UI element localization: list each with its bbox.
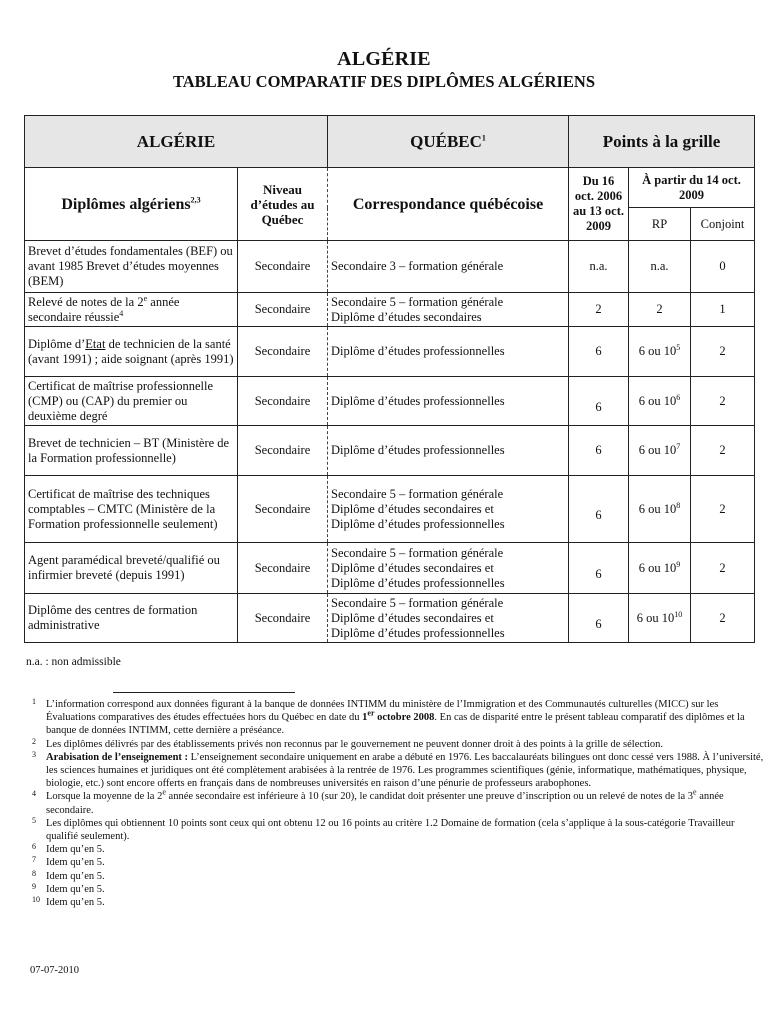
points-du16-cell: 6 (569, 476, 629, 543)
niveau-cell: Secondaire (238, 327, 328, 377)
header-points: Points à la grille (569, 116, 755, 168)
points-du16-cell: 6 (569, 426, 629, 476)
diplome-cell: Agent paramédical breveté/qualifié ou infirmier breveté (depuis 1991) (25, 543, 238, 594)
correspondance-cell: Secondaire 5 – formation générale Diplôme d’études secondaires et Diplôme d’études professionnelles (328, 476, 569, 543)
points-rp-cell: 2 (629, 293, 691, 327)
header-conjoint: Conjoint (691, 208, 755, 241)
diplome-cell: Diplôme des centres de formation administrative (25, 594, 238, 643)
niveau-cell: Secondaire (238, 543, 328, 594)
niveau-cell: Secondaire (238, 377, 328, 426)
points-rp-cell: n.a. (629, 241, 691, 293)
niveau-cell: Secondaire (238, 426, 328, 476)
table-row (25, 293, 755, 327)
correspondance-cell: Secondaire 5 – formation générale Diplôme d’études secondaires (328, 293, 569, 327)
header-diplomes: Diplômes algériens$^{2,3}$ (25, 168, 238, 241)
diplome-cell: Diplôme d’Etat de technicien de la santé (avant 1991) ; aide soignant (après 1991) (25, 327, 238, 377)
points-conjoint-cell: 2 (691, 594, 755, 643)
points-conjoint-cell: 0 (691, 241, 755, 293)
header-algerie: ALGÉRIE (25, 116, 328, 168)
points-du16-cell: 6 (569, 543, 629, 594)
table-row (25, 476, 755, 543)
header-correspondance: Correspondance québécoise (328, 168, 569, 241)
points-conjoint-cell: 1 (691, 293, 755, 327)
footnote-divider (113, 692, 295, 693)
diplome-cell: Certificat de maîtrise des techniques comptables – CMTC (Ministère de la Formation professionnelle seulement) (25, 476, 238, 543)
niveau-cell: Secondaire (238, 476, 328, 543)
footnote-6: 6 Idem qu’en 5. (32, 842, 105, 856)
points-du16-cell: 6 (569, 594, 629, 643)
diplome-cell: Relevé de notes de la 2e année secondaire réussie$^4$ (25, 293, 238, 327)
points-du16-cell: 6 (569, 327, 629, 377)
points-conjoint-cell: 2 (691, 543, 755, 594)
table-row (25, 327, 755, 377)
footnote-4: 4 Lorsque la moyenne de la 2e année secondaire est inférieure à 10 (sur 20), le candidat doit présenter une preuve d’inscription ou un relevé de notes de la 3e année secondaire. (32, 787, 724, 816)
table-header-row-2 (25, 168, 755, 208)
points-rp-cell: 6 ou $10^5$ (629, 327, 691, 377)
footnote-10: 10 Idem qu’en 5. (32, 895, 105, 909)
footnote-5: 5 Les diplômes qui obtiennent 10 points sont ceux qui ont obtenu 12 ou 16 points au critère 1.2 Domaine de formation (cela s’applique à la sous-catégorie Travailleur qualifié seulement). (32, 815, 735, 843)
correspondance-cell: Secondaire 5 – formation générale Diplôme d’études secondaires et Diplôme d’études professionnelles (328, 543, 569, 594)
points-rp-cell: 6 ou $10^7$ (629, 426, 691, 476)
header-rp: RP (629, 208, 691, 241)
footnote-1: 1 L’information correspond aux données figurant à la banque de données INTIMM du ministère de l’Immigration et des Communautés culturelles (MICC) sur les Évaluations comparatives des études effectuées hors du Québec en date du 1er octobre 2008. En cas de disparité entre le présent tableau comparatif des diplômes et la banque de données INTIMM, cette dernière a préséance. (32, 697, 745, 737)
points-conjoint-cell: 2 (691, 426, 755, 476)
table-row (25, 426, 755, 476)
correspondance-cell: Secondaire 5 – formation générale Diplôme d’études secondaires et Diplôme d’études professionnelles (328, 594, 569, 643)
points-conjoint-cell: 2 (691, 476, 755, 543)
table-row (25, 543, 755, 594)
correspondance-cell: Secondaire 3 – formation générale (328, 241, 569, 293)
points-rp-cell: 6 ou $10^{10}$ (629, 594, 691, 643)
diplome-cell: Brevet d’études fondamentales (BEF) ou avant 1985 Brevet d’études moyennes (BEM) (25, 241, 238, 293)
correspondance-cell: Diplôme d’études professionnelles (328, 426, 569, 476)
points-du16-cell: n.a. (569, 241, 629, 293)
diplome-cell: Certificat de maîtrise professionnelle (CMP) ou (CAP) du premier ou deuxième degré (25, 377, 238, 426)
table-row (25, 241, 755, 293)
footnotes (30, 698, 766, 909)
document-title: ALGÉRIE (337, 48, 431, 70)
diplome-cell: Brevet de technicien – BT (Ministère de la Formation professionnelle) (25, 426, 238, 476)
na-legend: n.a. : non admissible (26, 656, 121, 668)
points-conjoint-cell: 2 (691, 327, 755, 377)
header-quebec: QUÉBEC$^1$ (328, 116, 569, 168)
niveau-cell: Secondaire (238, 293, 328, 327)
niveau-cell: Secondaire (238, 241, 328, 293)
comparison-table (24, 115, 755, 643)
points-conjoint-cell: 2 (691, 377, 755, 426)
header-du16: Du 16 oct. 2006 au 13 oct. 2009 (569, 168, 629, 241)
points-du16-cell: 6 (569, 377, 629, 426)
niveau-cell: Secondaire (238, 594, 328, 643)
document-date: 07-07-2010 (30, 965, 79, 976)
points-du16-cell: 2 (569, 293, 629, 327)
correspondance-cell: Diplôme d’études professionnelles (328, 377, 569, 426)
footnote-3: 3 Arabisation de l’enseignement : L’enseignement secondaire uniquement en arabe a débuté en 1976. Les baccalauréats bilingues ont donc cessé vers 1988. À l’université, les sciences humaines et juridiques ont été complètement arabisées à la rentrée de 1976. Les programmes scientifiques (génie, informatique, mathématiques, physique, biologie, etc.) sont encore offerts en français dans de nombreuses universités en raison d’une pénurie de professeurs arabophones. (32, 749, 764, 790)
table-row (25, 594, 755, 643)
footnote-2: 2 Les diplômes délivrés par des établissements privés non reconnus par le gouvernement ne peuvent donner droit à des points à la grille de sélection. (32, 736, 663, 750)
footnote-9: 9 Idem qu’en 5. (32, 881, 105, 895)
footnote-7: 7 Idem qu’en 5. (32, 855, 105, 869)
table-header-row-1 (25, 116, 755, 168)
document-subtitle: TABLEAU COMPARATIF DES DIPLÔMES ALGÉRIENS (172, 72, 596, 91)
footnote-8: 8 Idem qu’en 5. (32, 868, 105, 882)
points-rp-cell: 6 ou $10^8$ (629, 476, 691, 543)
correspondance-cell: Diplôme d’études professionnelles (328, 327, 569, 377)
points-rp-cell: 6 ou $10^6$ (629, 377, 691, 426)
header-apartir: À partir du 14 oct. 2009 (629, 168, 755, 208)
points-rp-cell: 6 ou $10^9$ (629, 543, 691, 594)
table-row (25, 377, 755, 426)
header-niveau: Niveau d’études au Québec (238, 168, 328, 241)
